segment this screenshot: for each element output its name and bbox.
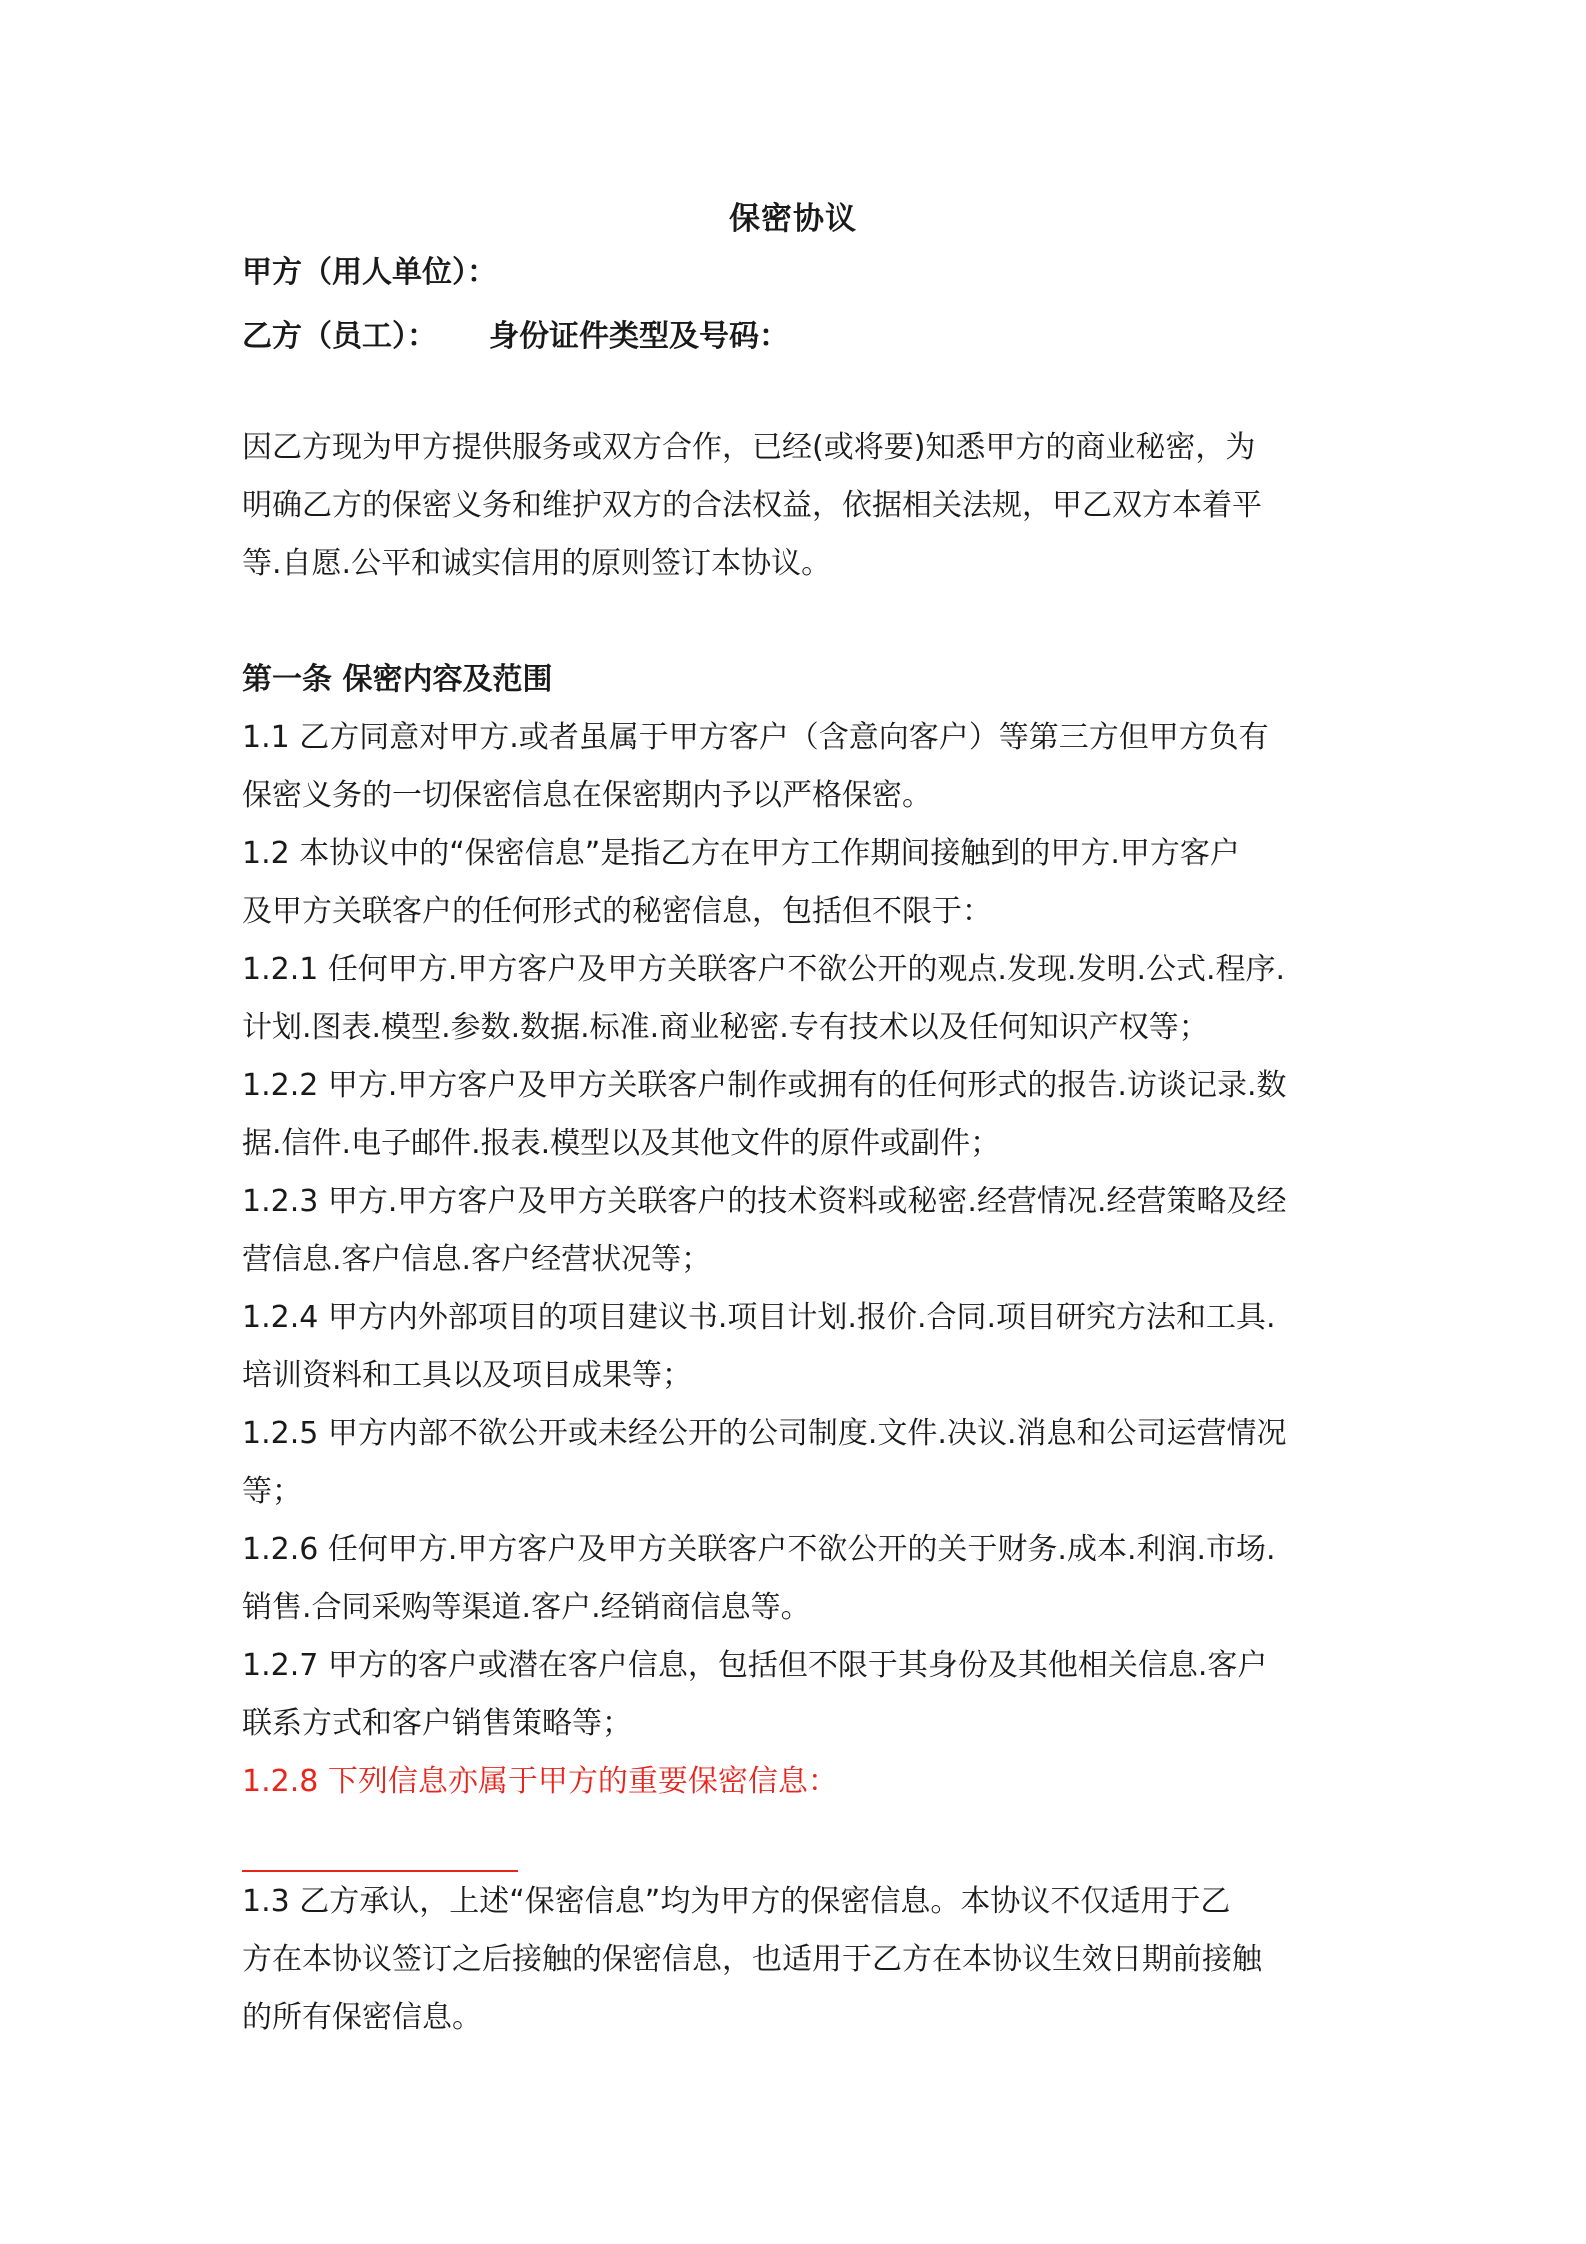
party-b-row <box>242 317 1362 357</box>
article1-line: 销售.合同采购等渠道.客户.经销商信息等。 <box>242 1590 811 1625</box>
document-title: 保密协议 <box>729 201 857 237</box>
article1-line: 1.2.4 甲方内外部项目的项目建议书.项目计划.报价.合同.项目研究方法和工具. <box>242 1300 1276 1335</box>
article1-line: 计划.图表.模型.参数.数据.标准.商业秘密.专有技术以及任何知识产权等； <box>242 1010 1209 1045</box>
party-a-label: 甲方（用人单位）： <box>242 255 497 290</box>
intro-line: 明确乙方的保密义务和维护双方的合法权益，依据相关法规，甲乙双方本着平 <box>242 488 1262 523</box>
article1-line: 1.2.3 甲方.甲方客户及甲方关联客户的技术资料或秘密.经营情况.经营策略及经 <box>242 1184 1287 1219</box>
article1-line: 1.2.1 任何甲方.甲方客户及甲方关联客户不欲公开的观点.发现.发明.公式.程序. <box>242 952 1286 987</box>
article1-line: 1.2 本协议中的“保密信息”是指乙方在甲方工作期间接触到的甲方.甲方客户 <box>242 836 1240 871</box>
article1-line: 1.2.5 甲方内部不欲公开或未经公开的公司制度.文件.决议.消息和公司运营情况 <box>242 1416 1287 1451</box>
article1-line: 及甲方关联客户的任何形式的秘密信息，包括但不限于： <box>242 894 992 929</box>
article1-heading: 第一条 保密内容及范围 <box>242 662 553 697</box>
intro-line: 因乙方现为甲方提供服务或双方合作，已经(或将要)知悉甲方的商业秘密，为 <box>242 430 1256 465</box>
article1-line: 保密义务的一切保密信息在保密期内予以严格保密。 <box>242 778 932 813</box>
article1-line: 联系方式和客户销售策略等； <box>242 1706 632 1741</box>
intro-line: 等.自愿.公平和诚实信用的原则签订本协议。 <box>242 546 832 581</box>
party-b-label: 乙方（员工）： <box>242 319 437 354</box>
article1-line: 培训资料和工具以及项目成果等； <box>242 1358 692 1393</box>
article1-line: 1.2.7 甲方的客户或潜在客户信息，包括但不限于其身份及其他相关信息.客户 <box>242 1648 1268 1683</box>
article1-line: 1.2.2 甲方.甲方客户及甲方关联客户制作或拥有的任何形式的报告.访谈记录.数 <box>242 1068 1287 1103</box>
clause-1-3-line: 1.3 乙方承认，上述“保密信息”均为甲方的保密信息。本协议不仅适用于乙 <box>242 1884 1231 1919</box>
important-info-line: 1.2.8 下列信息亦属于甲方的重要保密信息： <box>242 1764 838 1799</box>
party-b-id-label: 身份证件类型及号码： <box>489 319 789 354</box>
article1-line: 1.1 乙方同意对甲方.或者虽属于甲方客户（含意向客户）等第三方但甲方负有 <box>242 720 1269 755</box>
article1-line: 等； <box>242 1474 302 1509</box>
blank-fill-line <box>242 1870 518 1872</box>
article1-line: 1.2.6 任何甲方.甲方客户及甲方关联客户不欲公开的关于财务.成本.利润.市场. <box>242 1532 1276 1567</box>
article1-line: 营信息.客户信息.客户经营状况等； <box>242 1242 712 1277</box>
article1-line: 据.信件.电子邮件.报表.模型以及其他文件的原件或副件； <box>242 1126 1001 1161</box>
clause-1-3-line: 方在本协议签订之后接触的保密信息，也适用于乙方在本协议生效日期前接触 <box>242 1942 1262 1977</box>
clause-1-3-line: 的所有保密信息。 <box>242 2000 482 2035</box>
